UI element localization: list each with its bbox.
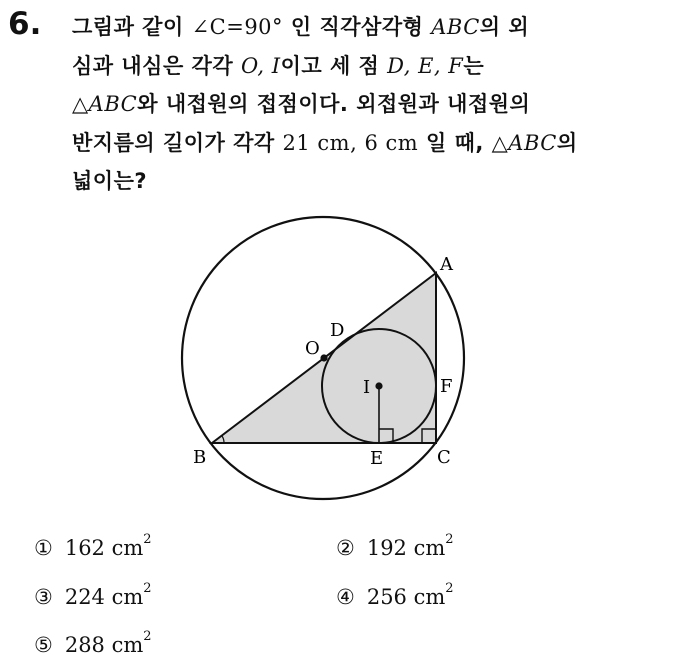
triangle-symbol: △ — [72, 92, 89, 116]
label-c: C — [437, 447, 451, 468]
choice-exponent: 2 — [445, 581, 454, 596]
circumcenter-point — [320, 354, 327, 361]
choice-mark: ④ — [336, 585, 355, 609]
stem-text: 반지름의 길이가 각각 — [72, 130, 283, 155]
choice-value: 192 — [366, 536, 407, 560]
choice-value: 224 — [64, 585, 105, 609]
choice-unit: cm — [111, 536, 144, 560]
choice-exponent: 2 — [445, 532, 454, 547]
choice-mark: ① — [34, 536, 53, 560]
stem-math: ∠C=90° — [191, 15, 284, 39]
choice-unit: cm — [413, 585, 446, 609]
stem-text: 인 직각삼각형 — [283, 15, 432, 39]
stem-text: 이고 세 점 — [280, 53, 388, 78]
label-o: O — [305, 338, 320, 359]
stem-math: D, E, F — [387, 53, 464, 78]
choice-4[interactable] — [336, 581, 454, 609]
choice-5[interactable] — [34, 629, 152, 657]
stem-math: 21 cm, 6 cm — [282, 130, 419, 155]
label-f: F — [440, 376, 453, 397]
label-i: I — [363, 377, 371, 398]
choice-exponent: 2 — [143, 532, 152, 547]
incenter-point — [375, 382, 382, 389]
stem-text: 의 — [556, 130, 578, 155]
stem-math: O, I — [240, 53, 281, 78]
choice-3[interactable] — [34, 581, 152, 609]
choice-exponent: 2 — [143, 629, 152, 644]
stem-text: 의 외 — [479, 15, 530, 39]
choice-1[interactable] — [34, 532, 152, 560]
stem-text: 그림과 같이 — [72, 15, 192, 39]
label-d: D — [330, 320, 345, 341]
choice-exponent: 2 — [143, 581, 152, 596]
question-number: 6. — [8, 6, 42, 42]
stem-text: 넓이는? — [72, 169, 148, 193]
stem-text: 일 때, — [418, 130, 492, 155]
choice-mark: ② — [336, 536, 355, 560]
choice-unit: cm — [413, 536, 446, 560]
stem-text: 는 — [463, 53, 485, 78]
choice-value: 288 — [64, 633, 105, 657]
choice-value: 256 — [366, 585, 407, 609]
choice-mark: ⑤ — [34, 633, 53, 657]
choice-unit: cm — [111, 585, 144, 609]
stem-text: 와 내접원의 접점이다. 외접원과 내접원의 — [137, 92, 531, 116]
label-a: A — [440, 254, 453, 275]
stem-math: ABC — [431, 15, 480, 39]
choice-mark: ③ — [34, 585, 53, 609]
stem-math: △ABC — [491, 130, 557, 155]
label-e: E — [370, 448, 384, 469]
choice-2[interactable] — [336, 532, 454, 560]
label-b: B — [193, 447, 207, 468]
choice-unit: cm — [111, 633, 144, 657]
choice-value: 162 — [64, 536, 105, 560]
stem-math: ABC — [88, 92, 138, 116]
stem-text: 심과 내심은 각각 — [72, 53, 241, 78]
